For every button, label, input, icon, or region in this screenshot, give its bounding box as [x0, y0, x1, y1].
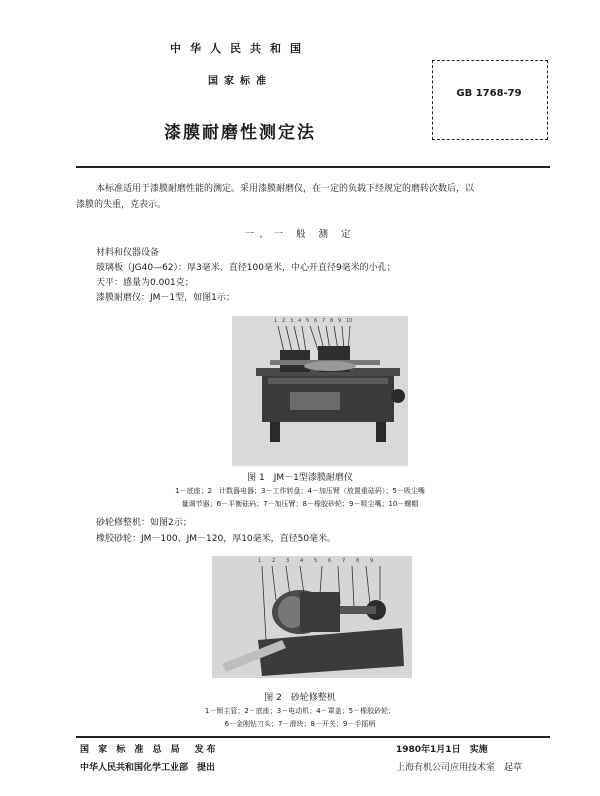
- figure-callout-number: 2: [282, 318, 286, 324]
- header-doc-kind: 国家标准: [208, 76, 272, 87]
- figure-2-callouts: [258, 558, 388, 568]
- document-title: 漆膜耐磨性测定法: [164, 123, 316, 143]
- materials-heading: 材料和仪器设备: [96, 248, 160, 258]
- intro-line-2: 漆膜的失重，克表示。: [76, 200, 167, 210]
- item-balance: 天平：感量为0.001克；: [96, 278, 194, 288]
- item-rubber-wheel: 橡胶砂轮：JM－100、JM－120，厚10毫米，直径50毫米。: [96, 534, 337, 544]
- item-abrasion-tester: 漆膜耐磨仪：JM－1型，如图1示；: [96, 293, 235, 303]
- footer-rule: [76, 736, 550, 738]
- figure-callout-number: 10: [346, 318, 353, 324]
- figure-callout-number: 1: [258, 558, 262, 564]
- standard-number: GB 1768-79: [456, 88, 522, 99]
- figure-callout-number: 7: [342, 558, 346, 564]
- section-heading: 一、一 般 测 定: [244, 229, 356, 240]
- figure-callout-number: 1: [274, 318, 278, 324]
- figure-callout-number: 6: [314, 318, 318, 324]
- figure-callout-number: 7: [322, 318, 326, 324]
- figure-2-caption: 图 2 砂轮修整机: [264, 693, 336, 703]
- footer-issue-date: 1980年1月1日 实施: [396, 745, 488, 755]
- item-glass-plate: 玻璃板（JG40—62）：厚3毫米、直径100毫米，中心开直径9毫米的小孔；: [96, 263, 396, 273]
- figure-callout-number: 4: [300, 558, 304, 564]
- figure-callout-number: 2: [272, 558, 276, 564]
- intro-line-1: 本标准适用于漆膜耐磨性能的测定。采用漆膜耐磨仪，在一定的负载下经规定的磨转次数后，以: [96, 184, 475, 194]
- figure-1-legend-line-1: 1－底座；2 计数器电器；3－工作转盘；4－加压臂（放置重砝码）；5－吸尘嘴: [175, 487, 425, 495]
- figure-callout-number: 3: [286, 558, 290, 564]
- figure-callout-number: 3: [290, 318, 294, 324]
- figure-callout-number: 9: [370, 558, 374, 564]
- figure-callout-number: 4: [298, 318, 302, 324]
- figure-callout-number: 9: [338, 318, 342, 324]
- figure-2-legend-line-1: 1－锁主管；2－底座；3－电动机；4－罩盖；5－橡胶砂轮；: [204, 707, 396, 715]
- figure-callout-number: 5: [306, 318, 310, 324]
- footer-drafter: 上海有机公司应用技术室 起草: [396, 763, 523, 773]
- footer-proposer: 中华人民共和国化学工业部 提出: [80, 763, 216, 773]
- header-country: 中华人民共和国: [170, 42, 310, 55]
- item-wheel-dresser: 砂轮修整机：如图2示；: [96, 518, 192, 528]
- figure-callout-number: 8: [330, 318, 334, 324]
- figure-1-caption: 图 1 JM－1型漆膜耐磨仪: [247, 473, 353, 483]
- figure-callout-number: 6: [328, 558, 332, 564]
- figure-callout-number: 5: [314, 558, 318, 564]
- figure-callout-number: 8: [356, 558, 360, 564]
- footer-issuer: 国 家 标 准 总 局 发布: [80, 745, 219, 755]
- figure-2-legend-line-2: 6－金刚钻刀头；7－滑块；8－开关；9－手摇柄: [224, 720, 376, 728]
- figure-1-legend-line-2: 量调节器；6－平衡砝码；7－加压臂；8－橡胶砂轮；9－吸尘嘴；10－螺帽: [181, 500, 419, 508]
